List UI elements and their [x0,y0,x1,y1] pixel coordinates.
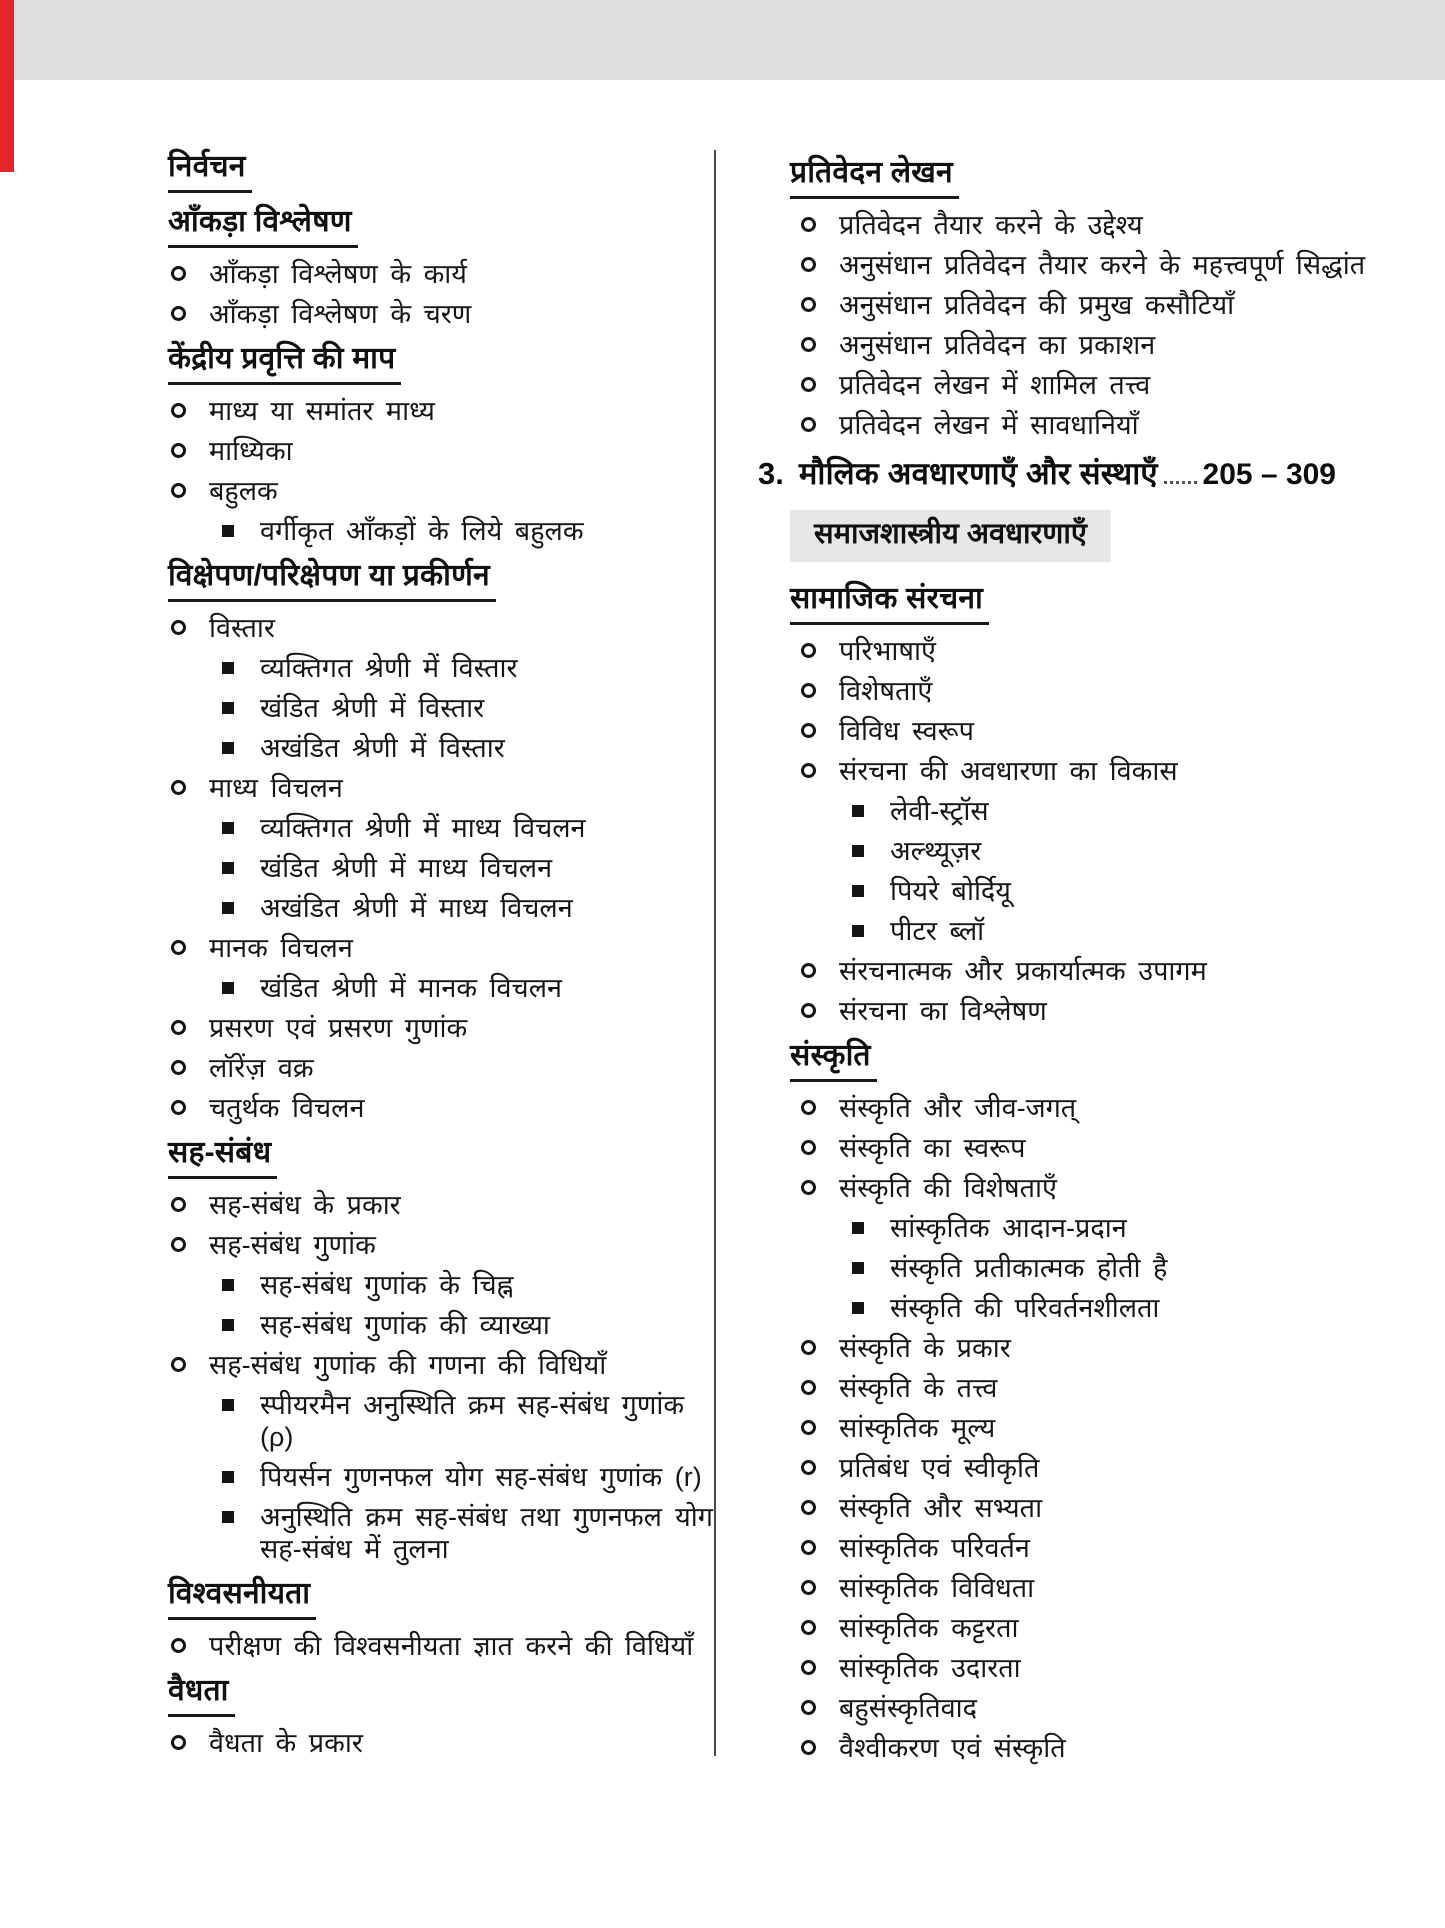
toc-item-label: सांस्कृतिक उदारता [839,1653,1021,1683]
toc-item [758,715,1398,747]
toc-item [168,1189,713,1221]
toc-subitem-label: वर्गीकृत आँकड़ों के लिये बहुलक [260,516,584,546]
toc-item-label: प्रसरण एवं प्रसरण गुणांक [209,1013,468,1043]
toc-item [168,1630,713,1662]
toc-item-label: अनुसंधान प्रतिवेदन की प्रमुख कसौटियाँ [839,290,1235,320]
toc-item-label: आँकड़ा विश्लेषण के कार्य [209,259,467,289]
toc-item [168,475,713,507]
toc-subitem-label: खंडित श्रेणी में विस्तार [260,693,485,723]
section-heading [168,205,713,248]
toc-item-label: माध्य या समांतर माध्य [209,396,435,426]
toc-item-label: वैधता के प्रकार [209,1728,363,1758]
square-bullet-icon [852,1302,864,1314]
square-bullet-icon [222,742,234,754]
toc-item [758,1652,1398,1684]
toc-subitem [758,1292,1398,1324]
toc-subitem [168,972,713,1004]
toc-item [758,1332,1398,1364]
toc-item [168,932,713,964]
toc-subitem-label: संस्कृति की परिवर्तनशीलता [890,1293,1160,1323]
toc-item-label: संस्कृति के तत्त्व [839,1373,998,1403]
circle-bullet-icon [801,257,816,272]
toc-subitem-label: स्पीयरमैन अनुस्थिति क्रम सह-संबंध गुणांक (ρ) [260,1390,685,1452]
section-heading-label: विश्वसनीयता [168,1577,316,1620]
toc-item [758,409,1398,441]
circle-bullet-icon [171,306,186,321]
circle-bullet-icon [171,1638,186,1653]
section-heading-label: केंद्रीय प्रवृत्ति की माप [168,342,401,385]
toc-subitem-label: अल्थ्यूज़र [890,836,982,866]
circle-bullet-icon [801,1660,816,1675]
toc-item [758,1612,1398,1644]
toc-subitem [168,812,713,844]
toc-item-label: संरचना का विश्लेषण [839,996,1047,1026]
square-bullet-icon [852,1262,864,1274]
toc-item-label: मानक विचलन [209,933,353,963]
toc-item-label: सह-संबंध गुणांक की गणना की विधियाँ [209,1350,607,1380]
circle-bullet-icon [801,1580,816,1595]
circle-bullet-icon [171,1060,186,1075]
square-bullet-icon [222,525,234,537]
toc-subitem [758,1212,1398,1244]
circle-bullet-icon [171,443,186,458]
toc-item [758,1092,1398,1124]
circle-bullet-icon [171,1020,186,1035]
left-column [168,150,713,1767]
toc-item [758,1732,1398,1764]
toc-item-label: संरचनात्मक और प्रकार्यात्मक उपागम [839,956,1207,986]
circle-bullet-icon [171,483,186,498]
toc-item-label: अनुसंधान प्रतिवेदन तैयार करने के महत्त्वपूर्ण सिद्धांत [839,250,1366,280]
section-heading [790,156,1398,199]
circle-bullet-icon [171,620,186,635]
toc-subitem-label: सह-संबंध गुणांक के चिह्न [260,1270,514,1300]
circle-bullet-icon [801,723,816,738]
toc-item-label: सांस्कृतिक परिवर्तन [839,1533,1030,1563]
circle-bullet-icon [801,683,816,698]
circle-bullet-icon [801,1380,816,1395]
toc-subitem-label: पियरे बोर्दियू [890,876,1011,906]
toc-subitem [758,795,1398,827]
toc-item-label: प्रतिवेदन तैयार करने के उद्देश्य [839,210,1143,240]
toc-subitem-label: व्यक्तिगत श्रेणी में माध्य विचलन [260,813,586,843]
square-bullet-icon [852,1222,864,1234]
section-heading [168,559,713,602]
circle-bullet-icon [171,1197,186,1212]
toc-item-label: सांस्कृतिक विविधता [839,1573,1035,1603]
toc-item [758,1692,1398,1724]
toc-item-label: लॉरेंज़ वक्र [209,1053,314,1083]
circle-bullet-icon [171,1100,186,1115]
toc-subitem [758,1252,1398,1284]
chapter-number: 3. [758,456,784,491]
circle-bullet-icon [801,1700,816,1715]
section-heading-label: वैधता [168,1674,235,1717]
circle-bullet-icon [171,1237,186,1252]
toc-subitem [168,1389,713,1453]
section-heading-label: सह-संबंध [168,1136,277,1179]
toc-subitem-label: खंडित श्रेणी में माध्य विचलन [260,853,553,883]
toc-item [758,329,1398,361]
section-heading [168,1674,713,1717]
toc-item-label: प्रतिवेदन लेखन में सावधानियाँ [839,410,1139,440]
section-heading-label: सामाजिक संरचना [790,582,989,625]
section-heading-label: निर्वचन [168,150,252,193]
dotted-leader [1164,481,1197,484]
toc-subitem-label: लेवी-स्ट्रॉस [890,796,989,826]
section-heading [168,150,713,193]
section-heading [168,342,713,385]
toc-item-label: प्रतिवेदन लेखन में शामिल तत्त्व [839,370,1151,400]
toc-item-label: सह-संबंध के प्रकार [209,1190,401,1220]
toc-item-label: संस्कृति का स्वरूप [839,1133,1026,1163]
toc-item-label: संस्कृति की विशेषताएँ [839,1173,1057,1203]
toc-subitem-label: अनुस्थिति क्रम सह-संबंध तथा गुणनफल योग सह-संबंध में तुलना [260,1502,713,1564]
part-heading-box [790,510,1398,562]
circle-bullet-icon [801,1420,816,1435]
toc-subitem-label: पियर्सन गुणनफल योग सह-संबंध गुणांक (r) [260,1462,702,1492]
toc-item [168,1092,713,1124]
circle-bullet-icon [171,1357,186,1372]
circle-bullet-icon [801,1460,816,1475]
chapter-title: मौलिक अवधारणाएँ और संस्थाएँ [798,456,1158,491]
circle-bullet-icon [801,1740,816,1755]
square-bullet-icon [222,862,234,874]
square-bullet-icon [852,925,864,937]
toc-item-label: माध्यिका [209,436,293,466]
toc-item [168,1052,713,1084]
red-edge-strip [0,0,14,172]
toc-item [758,1532,1398,1564]
toc-item [168,395,713,427]
toc-item-label: वैश्वीकरण एवं संस्कृति [839,1733,1066,1763]
circle-bullet-icon [801,1140,816,1155]
circle-bullet-icon [801,1100,816,1115]
circle-bullet-icon [171,1735,186,1750]
circle-bullet-icon [171,403,186,418]
toc-subitem-label: व्यक्तिगत श्रेणी में विस्तार [260,653,518,683]
toc-item-label: संस्कृति और जीव-जगत् [839,1093,1077,1123]
toc-subitem [168,892,713,924]
section-heading-label: विक्षेपण/परिक्षेपण या प्रकीर्णन [168,559,496,602]
toc-subitem-label: खंडित श्रेणी में मानक विचलन [260,973,562,1003]
toc-subitem [168,1269,713,1301]
toc-item [168,1727,713,1759]
section-heading [168,1136,713,1179]
toc-item [758,675,1398,707]
circle-bullet-icon [801,963,816,978]
circle-bullet-icon [801,1340,816,1355]
toc-subitem-label: अखंडित श्रेणी में माध्य विचलन [260,893,573,923]
toc-subitem [168,692,713,724]
toc-item-label: संस्कृति के प्रकार [839,1333,1011,1363]
toc-subitem-label: सांस्कृतिक आदान-प्रदान [890,1213,1127,1243]
toc-item [758,1492,1398,1524]
toc-item-label: माध्य विचलन [209,773,343,803]
toc-item [758,955,1398,987]
square-bullet-icon [222,982,234,994]
toc-subitem [758,835,1398,867]
square-bullet-icon [222,1279,234,1291]
page-top-gray-band [0,0,1445,80]
circle-bullet-icon [801,643,816,658]
toc-item [758,289,1398,321]
toc-item [758,1172,1398,1204]
toc-item [758,1372,1398,1404]
toc-item [168,772,713,804]
toc-item-label: सांस्कृतिक कट्टरता [839,1613,1019,1643]
circle-bullet-icon [801,217,816,232]
toc-item-label: परिभाषाएँ [839,636,936,666]
toc-item [168,298,713,330]
toc-subitem [168,732,713,764]
toc-subitem [758,875,1398,907]
section-heading-label: प्रतिवेदन लेखन [790,156,959,199]
toc-subitem-label: पीटर ब्लॉ [890,916,985,946]
toc-item [758,635,1398,667]
toc-item [758,1132,1398,1164]
toc-item [168,1012,713,1044]
toc-item [758,995,1398,1027]
square-bullet-icon [222,662,234,674]
square-bullet-icon [222,1511,234,1523]
toc-subitem [168,515,713,547]
square-bullet-icon [222,702,234,714]
toc-item-label: प्रतिबंध एवं स्वीकृति [839,1453,1040,1483]
circle-bullet-icon [801,763,816,778]
circle-bullet-icon [171,266,186,281]
toc-subitem [168,652,713,684]
toc-subitem [168,1309,713,1341]
toc-item-label: आँकड़ा विश्लेषण के चरण [209,299,472,329]
square-bullet-icon [222,1471,234,1483]
circle-bullet-icon [171,940,186,955]
toc-item-label: विविध स्वरूप [839,716,974,746]
toc-item-label: परीक्षण की विश्वसनीयता ज्ञात करने की विधियाँ [209,1631,694,1661]
square-bullet-icon [852,845,864,857]
toc-item [168,1229,713,1261]
section-heading-label: संस्कृति [790,1039,877,1082]
toc-item [758,369,1398,401]
circle-bullet-icon [801,377,816,392]
toc-subitem [168,852,713,884]
toc-item [758,209,1398,241]
toc-item-label: बहुसंस्कृतिवाद [839,1693,977,1723]
square-bullet-icon [222,822,234,834]
square-bullet-icon [222,1399,234,1411]
toc-item [168,612,713,644]
circle-bullet-icon [801,337,816,352]
toc-subitem-label: अखंडित श्रेणी में विस्तार [260,733,505,763]
chapter-page-range: 205 – 309 [1202,458,1336,491]
column-divider-line [714,150,716,1756]
circle-bullet-icon [801,297,816,312]
toc-item [168,258,713,290]
section-heading-label: आँकड़ा विश्लेषण [168,205,358,248]
toc-item [168,435,713,467]
toc-item [758,1572,1398,1604]
toc-item-label: संस्कृति और सभ्यता [839,1493,1043,1523]
square-bullet-icon [222,902,234,914]
square-bullet-icon [852,885,864,897]
toc-item [758,755,1398,787]
toc-item-label: चतुर्थक विचलन [209,1093,365,1123]
toc-item [758,249,1398,281]
circle-bullet-icon [801,1003,816,1018]
section-heading [790,1039,1398,1082]
toc-item-label: अनुसंधान प्रतिवेदन का प्रकाशन [839,330,1156,360]
section-heading [168,1577,713,1620]
right-column [758,156,1398,1772]
chapter-entry [758,455,1336,494]
toc-subitem [168,1501,713,1565]
section-heading [790,582,1398,625]
toc-item-label: सांस्कृतिक मूल्य [839,1413,996,1443]
toc-item [168,1349,713,1381]
circle-bullet-icon [801,1500,816,1515]
toc-item-label: सह-संबंध गुणांक [209,1230,376,1260]
toc-subitem [758,915,1398,947]
part-heading-label: समाजशास्त्रीय अवधारणाएँ [790,510,1111,562]
toc-item-label: संरचना की अवधारणा का विकास [839,756,1178,786]
toc-item [758,1452,1398,1484]
circle-bullet-icon [801,417,816,432]
circle-bullet-icon [171,780,186,795]
toc-subitem [168,1461,713,1493]
circle-bullet-icon [801,1620,816,1635]
circle-bullet-icon [801,1540,816,1555]
circle-bullet-icon [801,1180,816,1195]
toc-subitem-label: सह-संबंध गुणांक की व्याख्या [260,1310,550,1340]
toc-subitem-label: संस्कृति प्रतीकात्मक होती है [890,1253,1168,1283]
toc-item-label: विशेषताएँ [839,676,933,706]
square-bullet-icon [852,805,864,817]
toc-item [758,1412,1398,1444]
toc-item-label: विस्तार [209,613,275,643]
square-bullet-icon [222,1319,234,1331]
toc-item-label: बहुलक [209,476,278,506]
